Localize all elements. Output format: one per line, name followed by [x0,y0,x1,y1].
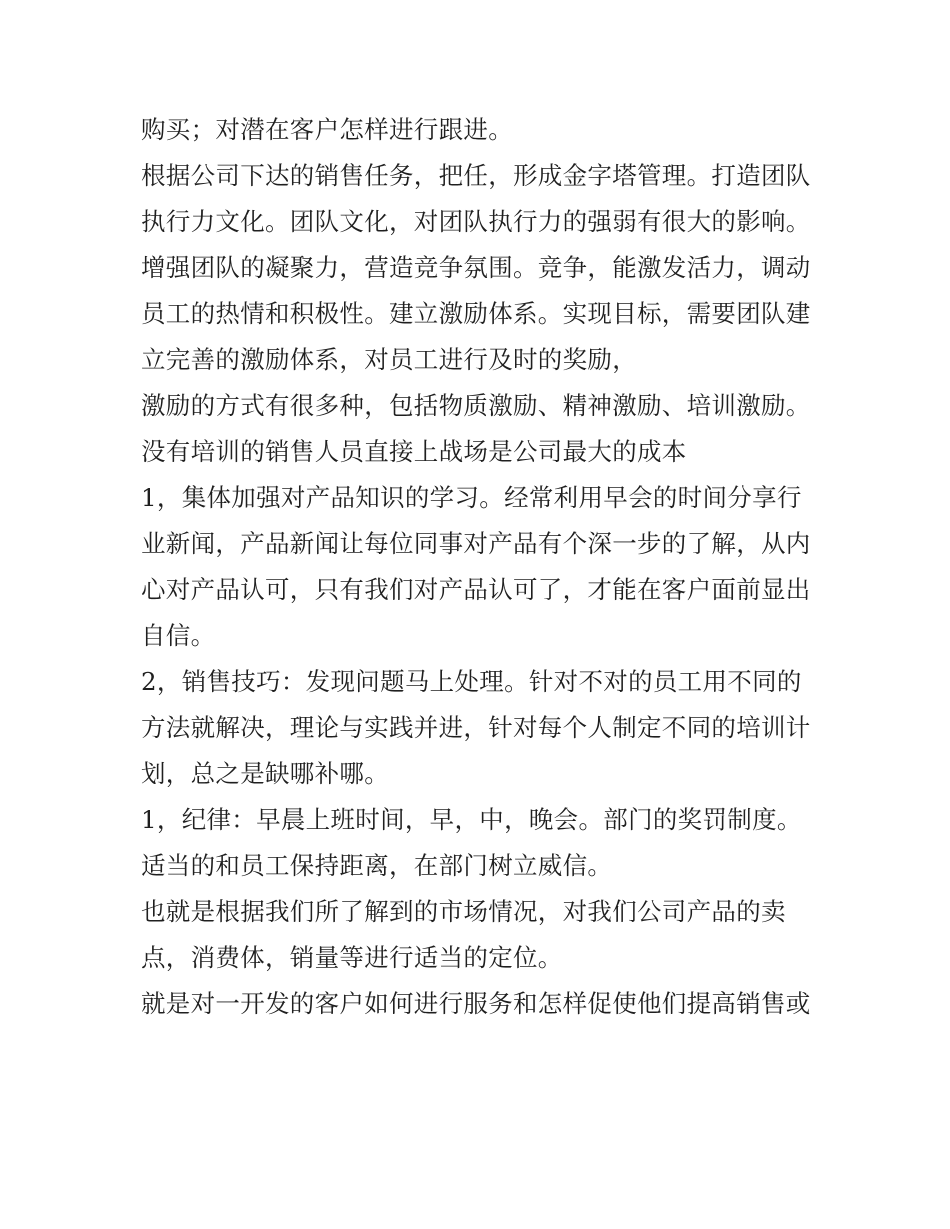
text-line: 业新闻，产品新闻让每位同事对产品有个深一步的了解，从内 [141,529,811,558]
text-line: 根据公司下达的销售任务，把任，形成金字塔管理。打造团队 [141,161,811,190]
text-line: 立完善的激励体系，对员工进行及时的奖励， [141,345,637,374]
text-line: 也就是根据我们所了解到的市场情况，对我们公司产品的卖 [141,897,786,926]
text-line: 心对产品认可，只有我们对产品认可了，才能在客户面前显出 [141,575,811,604]
text-line: 执行力文化。团队文化，对团队执行力的强弱有很大的影响。 [141,207,811,236]
text-line: 点，消费体，销量等进行适当的定位。 [141,943,563,972]
text-line: 购买；对潜在客户怎样进行跟进。 [141,115,513,144]
text-line: 没有培训的销售人员直接上战场是公司最大的成本 [141,437,687,466]
text-line: 2，销售技巧：发现问题马上处理。针对不对的员工用不同的 [141,667,802,696]
text-line: 适当的和员工保持距离，在部门树立威信。 [141,851,613,880]
text-line: 员工的热情和积极性。建立激励体系。实现目标，需要团队建 [141,299,811,328]
text-line: 1，集体加强对产品知识的学习。经常利用早会的时间分享行 [141,483,802,512]
text-line: 划，总之是缺哪补哪。 [141,759,389,788]
text-line: 1，纪律：早晨上班时间，早，中，晚会。部门的奖罚制度。 [141,805,802,834]
document-body [141,107,821,1027]
text-line: 激励的方式有很多种，包括物质激励、精神激励、培训激励。 [141,391,811,420]
text-line: 方法就解决，理论与实践并进，针对每个人制定不同的培训计 [141,713,811,742]
text-line: 就是对一开发的客户如何进行服务和怎样促使他们提高销售或 [141,989,811,1018]
text-line: 增强团队的凝聚力，营造竞争氛围。竞争，能激发活力，调动 [141,253,811,282]
text-line: 自信。 [141,621,216,650]
